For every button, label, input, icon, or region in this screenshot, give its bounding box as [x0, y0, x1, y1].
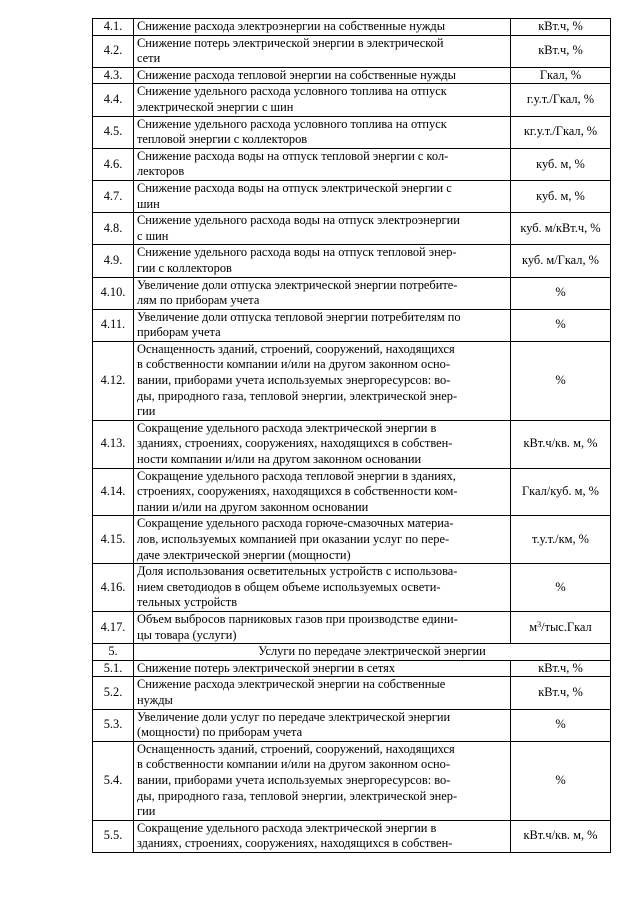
indicator-description — [134, 35, 511, 67]
unit-of-measure: куб. м, % — [511, 148, 611, 180]
description-line: шин — [137, 196, 160, 211]
description-line: Снижение удельного расхода условного топлива на отпуск — [137, 84, 447, 99]
row-number: 4.10. — [93, 277, 134, 309]
table-row — [93, 245, 611, 277]
row-number: 5.4. — [93, 741, 134, 820]
unit-superscript: 3 — [537, 619, 542, 629]
description-line: гии с коллекторов — [137, 260, 232, 275]
table-row — [93, 677, 611, 709]
document-page — [92, 18, 610, 853]
description-line: ды, природного газа, тепловой энергии, электрической энер- — [137, 788, 458, 803]
description-line: с шин — [137, 228, 169, 243]
description-line: строениях, сооружениях, находящихся в собственности ком- — [137, 484, 458, 499]
description-line: вании, приборами учета используемых энергоресурсов: во- — [137, 772, 451, 787]
unit-of-measure: т.у.т./км, % — [511, 516, 611, 564]
description-line: (мощности) по приборам учета — [137, 725, 303, 740]
description-line: Снижение расхода воды на отпуск тепловой энергии с кол- — [137, 148, 449, 163]
indicator-description — [134, 84, 511, 116]
table-row — [93, 611, 611, 643]
indicator-description — [134, 741, 511, 820]
indicator-description — [134, 660, 511, 677]
row-number: 4.17. — [93, 611, 134, 643]
table-row — [93, 180, 611, 212]
description-line: Снижение расхода тепловой энергии на собственные нужды — [137, 67, 456, 82]
table-row — [93, 341, 611, 420]
description-line: Снижение расхода воды на отпуск электрической энергии с — [137, 180, 452, 195]
indicator-description — [134, 611, 511, 643]
indicator-description — [134, 245, 511, 277]
description-line: Снижение потерь электрической энергии в сетях — [137, 660, 396, 675]
indicator-description — [134, 564, 511, 612]
description-line: приборам учета — [137, 325, 221, 340]
unit-of-measure: % — [511, 564, 611, 612]
unit-of-measure: куб. м/кВт.ч, % — [511, 213, 611, 245]
unit-of-measure: % — [511, 341, 611, 420]
description-line: гии — [137, 804, 156, 819]
table-row — [93, 564, 611, 612]
table-row — [93, 741, 611, 820]
description-line: нием светодиодов в общем объеме используемых освети- — [137, 579, 441, 594]
description-line: ды, природного газа, тепловой энергии, электрической энер- — [137, 388, 458, 403]
description-line: зданиях, строениях, сооружениях, находящихся в собствен- — [137, 436, 453, 451]
row-number: 4.9. — [93, 245, 134, 277]
row-number: 5.5. — [93, 820, 134, 852]
description-line: пании и/или на другом законном основании — [137, 499, 369, 514]
indicator-description — [134, 820, 511, 852]
row-number: 5. — [93, 644, 134, 661]
row-number: 4.8. — [93, 213, 134, 245]
row-number: 5.3. — [93, 709, 134, 741]
indicator-description — [134, 180, 511, 212]
description-line: вании, приборами учета используемых энергоресурсов: во- — [137, 373, 451, 388]
description-line: тепловой энергии с коллекторов — [137, 132, 308, 147]
unit-of-measure: кВт.ч, % — [511, 677, 611, 709]
unit-of-measure — [511, 611, 611, 643]
unit-of-measure: % — [511, 277, 611, 309]
row-number: 4.12. — [93, 341, 134, 420]
description-line: Снижение потерь электрической энергии в электрической — [137, 35, 444, 50]
description-line: цы товара (услуги) — [137, 627, 237, 642]
description-line: Сокращение удельного расхода электрической энергии в — [137, 820, 437, 835]
unit-of-measure: Гкал, % — [511, 67, 611, 84]
unit-main: м — [529, 619, 538, 634]
unit-rest: /тыс.Гкал — [541, 619, 592, 634]
unit-of-measure: кВт.ч, % — [511, 35, 611, 67]
indicator-description — [134, 341, 511, 420]
unit-of-measure: куб. м, % — [511, 180, 611, 212]
row-number: 4.6. — [93, 148, 134, 180]
table-row — [93, 277, 611, 309]
table-row — [93, 148, 611, 180]
table-row — [93, 420, 611, 468]
row-number: 4.14. — [93, 468, 134, 516]
indicator-description — [134, 709, 511, 741]
indicator-description — [134, 516, 511, 564]
unit-of-measure: кВт.ч/кв. м, % — [511, 820, 611, 852]
description-line: Снижение удельного расхода воды на отпуск тепловой энер- — [137, 245, 457, 260]
indicator-description — [134, 420, 511, 468]
description-line: Увеличение доли отпуска электрической энергии потребите- — [137, 277, 458, 292]
row-number: 4.5. — [93, 116, 134, 148]
unit-of-measure: кВт.ч/кв. м, % — [511, 420, 611, 468]
description-line: тельных устройств — [137, 595, 238, 610]
row-number: 4.7. — [93, 180, 134, 212]
unit-of-measure: куб. м/Гкал, % — [511, 245, 611, 277]
description-line: сети — [137, 51, 161, 66]
description-line: лов, используемых компанией при оказании услуг по пере- — [137, 532, 450, 546]
description-line: Увеличение доли отпуска тепловой энергии потребителям по — [137, 309, 461, 324]
description-line: Сокращение удельного расхода электрической энергии в — [137, 420, 437, 435]
description-line: Снижение удельного расхода воды на отпуск электроэнергии — [137, 213, 460, 228]
table-row — [93, 84, 611, 116]
table-row — [93, 820, 611, 852]
indicator-description — [134, 213, 511, 245]
description-line: Оснащенность зданий, строений, сооружений, находящихся — [137, 341, 455, 356]
row-number: 4.13. — [93, 420, 134, 468]
table-row — [93, 309, 611, 341]
table-row — [93, 213, 611, 245]
description-line: в собственности компании и/или на другом законном осно- — [137, 357, 451, 372]
indicator-description — [134, 19, 511, 36]
description-line: Доля использования осветительных устройств с использова- — [137, 564, 458, 579]
row-number: 5.1. — [93, 660, 134, 677]
table-row — [93, 67, 611, 84]
indicator-description — [134, 468, 511, 516]
table-row — [93, 516, 611, 564]
table-row — [93, 116, 611, 148]
row-number: 4.16. — [93, 564, 134, 612]
description-line: лекторов — [137, 164, 185, 179]
table-row — [93, 35, 611, 67]
description-line: Снижение расхода электрической энергии на собственные — [137, 677, 446, 692]
unit-of-measure: кг.у.т./Гкал, % — [511, 116, 611, 148]
unit-of-measure: % — [511, 709, 611, 741]
unit-of-measure: кВт.ч, % — [511, 660, 611, 677]
description-line: даче электрической энергии (мощности) — [137, 547, 351, 562]
table-row — [93, 660, 611, 677]
row-number: 4.4. — [93, 84, 134, 116]
description-line: Объем выбросов парниковых газов при производстве едини- — [137, 611, 458, 626]
unit-of-measure: % — [511, 309, 611, 341]
description-line: Оснащенность зданий, строений, сооружений, находящихся — [137, 741, 455, 756]
indicator-description — [134, 116, 511, 148]
section-title: Услуги по передаче электрической энергии — [134, 644, 611, 661]
row-number: 4.2. — [93, 35, 134, 67]
description-line: в собственности компании и/или на другом законном осно- — [137, 757, 451, 772]
description-line: ности компании и/или на другом законном основании — [137, 452, 422, 467]
indicator-description — [134, 309, 511, 341]
description-line: электрической энергии с шин — [137, 99, 294, 114]
unit-of-measure: Гкал/куб. м, % — [511, 468, 611, 516]
indicator-description — [134, 148, 511, 180]
row-number: 4.1. — [93, 19, 134, 36]
description-line: лям по приборам учета — [137, 293, 260, 308]
row-number: 4.15. — [93, 516, 134, 564]
description-line: Увеличение доли услуг по передаче электрической энергии — [137, 709, 451, 724]
indicator-description — [134, 677, 511, 709]
indicator-description — [134, 277, 511, 309]
description-line: Сокращение удельного расхода тепловой энергии в зданиях, — [137, 468, 456, 483]
table-row — [93, 468, 611, 516]
section-row — [93, 644, 611, 661]
description-line: Сокращение удельного расхода горюче-смазочных материа- — [137, 516, 454, 531]
description-line: нужды — [137, 692, 173, 707]
indicators-table-body — [93, 19, 611, 853]
row-number: 5.2. — [93, 677, 134, 709]
unit-of-measure: кВт.ч, % — [511, 19, 611, 36]
description-line: Снижение расхода электроэнергии на собственные нужды — [137, 19, 446, 33]
indicators-table — [92, 18, 611, 853]
description-line: Снижение удельного расхода условного топлива на отпуск — [137, 116, 447, 131]
table-row — [93, 19, 611, 36]
table-row — [93, 709, 611, 741]
description-line: гии — [137, 404, 156, 419]
row-number: 4.3. — [93, 67, 134, 84]
unit-of-measure: г.у.т./Гкал, % — [511, 84, 611, 116]
description-line: зданиях, строениях, сооружениях, находящихся в собствен- — [137, 836, 453, 851]
unit-of-measure: % — [511, 741, 611, 820]
indicator-description — [134, 67, 511, 84]
row-number: 4.11. — [93, 309, 134, 341]
